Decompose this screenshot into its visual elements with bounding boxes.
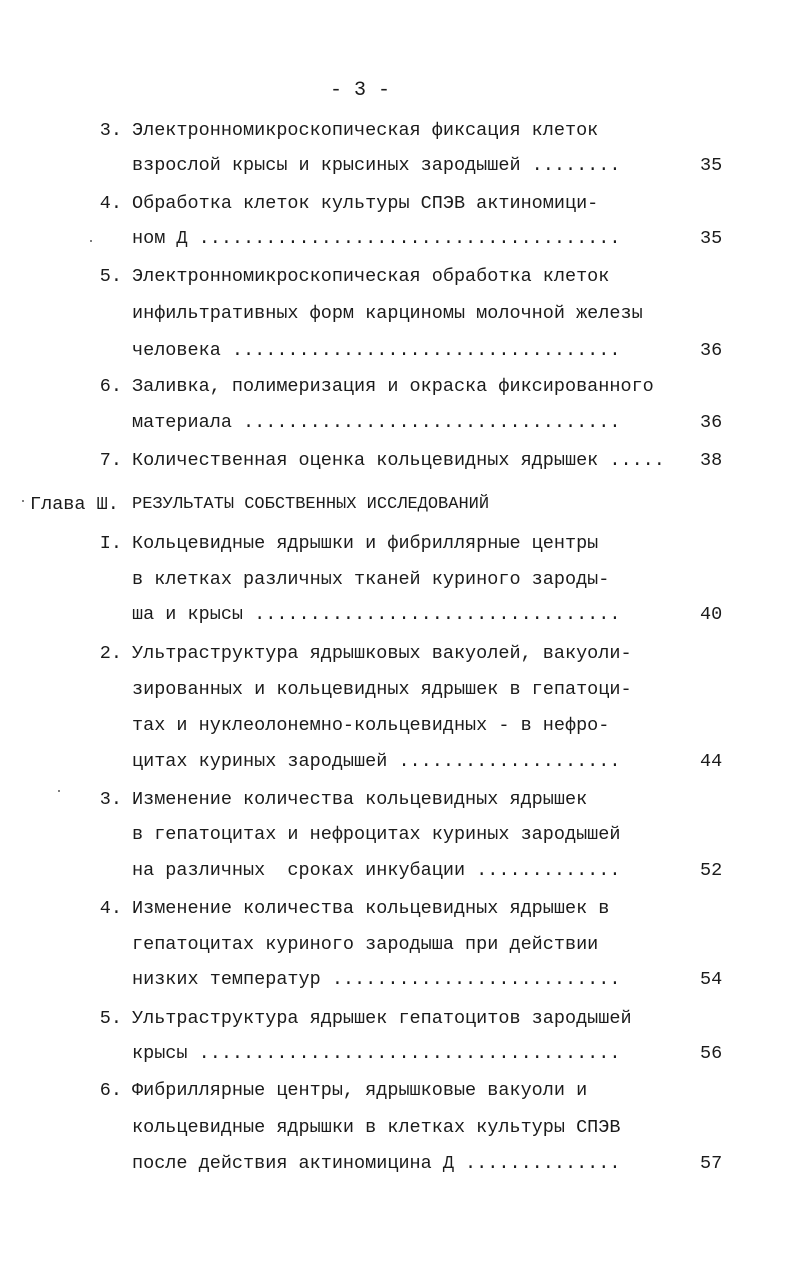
entry-number: 7. (99, 450, 122, 471)
entry-text-line: кольцевидные ядрышки в клетках культуры СПЭВ (132, 1117, 621, 1138)
entry-text-line: Количественная оценка кольцевидных ядрышек ..... (132, 450, 665, 471)
entry-number: 6. (99, 376, 122, 397)
entry-page: 52 (700, 860, 723, 881)
scan-speck (90, 240, 92, 242)
entry-page: 57 (700, 1153, 723, 1174)
scan-speck (22, 500, 24, 502)
entry-text-line: Электронномикроскопическая обработка клеток (132, 266, 610, 287)
entry-page: 54 (700, 969, 723, 990)
entry-text-line: крысы ...................................... (132, 1043, 621, 1064)
entry-number: 5. (99, 1008, 122, 1029)
entry-text-line: Фибриллярные центры, ядрышковые вакуоли и (132, 1080, 588, 1101)
entry-text-line: материала .................................. (132, 412, 621, 433)
chapter-label: Глава Ш. (30, 494, 119, 515)
entry-number: 2. (99, 643, 122, 664)
entry-text-line: зированных и кольцевидных ядрышек в гепатоци- (132, 679, 632, 700)
entry-text-line: Обработка клеток культуры СПЭВ актиномици- (132, 193, 599, 214)
entry-text-line: ша и крысы ................................. (132, 604, 621, 625)
entry-page: 44 (700, 751, 723, 772)
entry-text-line: Электронномикроскопическая фиксация клеток (132, 120, 599, 141)
entry-text-line: инфильтративных форм карциномы молочной железы (132, 303, 643, 324)
entry-number: 3. (99, 789, 122, 810)
entry-text-line: Ультраструктура ядрышек гепатоцитов зародышей (132, 1008, 632, 1029)
chapter-title: РЕЗУЛЬТАТЫ СОБСТВЕННЫХ ИССЛЕДОВАНИЙ (132, 495, 490, 514)
entry-text-line: взрослой крысы и крысиных зародышей ........ (132, 155, 621, 176)
entry-text-line: человека ................................... (132, 340, 621, 361)
entry-text-line: цитах куриных зародышей .................... (132, 751, 621, 772)
entry-text-line: Изменение количества кольцевидных ядрышек в (132, 898, 610, 919)
entry-page: 36 (700, 340, 723, 361)
entry-text-line: в гепатоцитах и нефроцитах куриных зародышей (132, 824, 621, 845)
entry-text-line: гепатоцитах куриного зародыша при действии (132, 934, 599, 955)
entry-text-line: ном Д ...................................... (132, 228, 621, 249)
page-number: - 3 - (330, 79, 391, 102)
entry-page: 35 (700, 228, 723, 249)
entry-text-line: после действия актиномицина Д .............. (132, 1153, 621, 1174)
scan-speck (58, 790, 60, 792)
entry-page: 56 (700, 1043, 723, 1064)
entry-number: 4. (99, 898, 122, 919)
entry-number: 3. (99, 120, 122, 141)
entry-text-line: тах и нуклеолонемно-кольцевидных - в нефро- (132, 715, 610, 736)
entry-text-line: Заливка, полимеризация и окраска фиксированного (132, 376, 654, 397)
entry-text-line: Кольцевидные ядрышки и фибриллярные центры (132, 533, 599, 554)
entry-number: 5. (99, 266, 122, 287)
entry-text-line: в клетках различных тканей куриного зароды- (132, 569, 610, 590)
entry-text-line: Изменение количества кольцевидных ядрышек (132, 789, 588, 810)
entry-text-line: Ультраструктура ядрышковых вакуолей, вакуоли- (132, 643, 632, 664)
entry-text-line: низких температур .......................... (132, 969, 621, 990)
entry-number: 4. (99, 193, 122, 214)
entry-page: 40 (700, 604, 723, 625)
entry-number: I. (99, 533, 122, 554)
entry-number: 6. (99, 1080, 122, 1101)
entry-text-line: на различных сроках инкубации ............. (132, 860, 621, 881)
entry-page: 35 (700, 155, 723, 176)
entry-page: 36 (700, 412, 723, 433)
entry-page: 38 (700, 450, 723, 471)
